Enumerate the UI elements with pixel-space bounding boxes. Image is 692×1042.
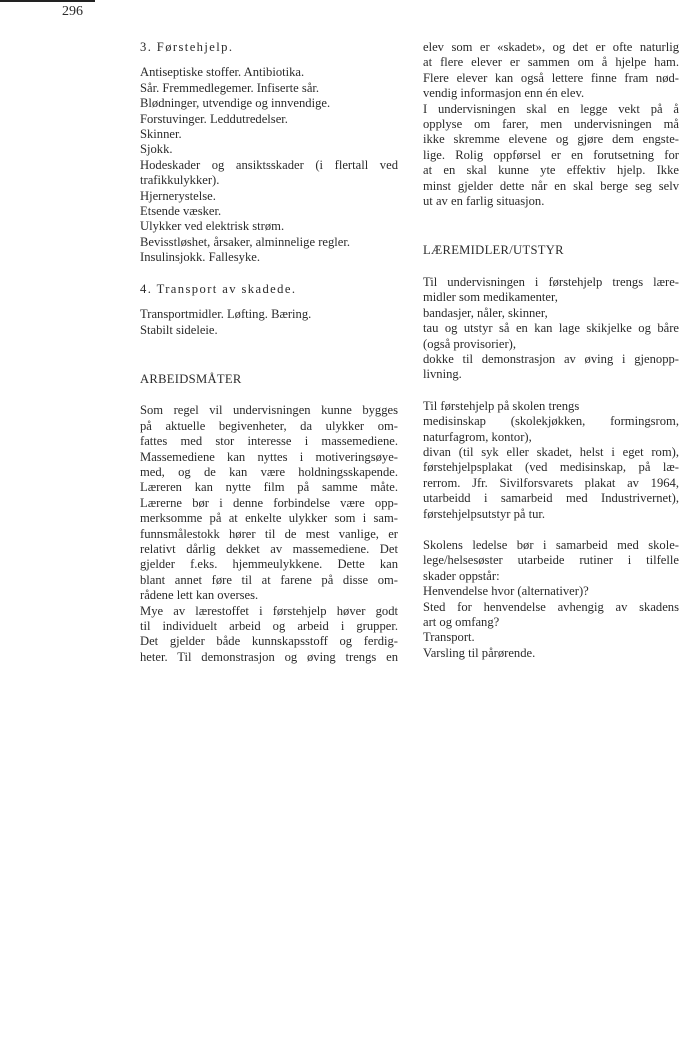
text-line: Til førstehjelp på skolen trengs xyxy=(423,398,580,413)
text-line: fattes med stor interesse i massemediene. xyxy=(140,434,398,449)
section-4-list xyxy=(140,307,398,338)
page-number: 296 xyxy=(62,4,83,19)
danger-paragraph xyxy=(423,102,679,210)
right-column xyxy=(423,40,679,661)
materials-heading: LÆREMIDLER/UTSTYR xyxy=(423,243,564,258)
text-line: Det gjelder både kunnskapsstoff og ferdig- xyxy=(140,634,398,649)
text-line: midler som medikamenter, xyxy=(423,290,558,305)
text-line: art og omfang? xyxy=(423,615,500,629)
list-item: Etsende væsker. xyxy=(140,204,222,219)
text-line: ikke skremme elevene og gjøre dem engste- xyxy=(423,132,679,147)
text-line: Sted for henvendelse avhengig av skadens xyxy=(423,599,679,614)
list-item: Hjernerystelse. xyxy=(140,188,216,203)
list-item: Insulinsjokk. Fallesyke. xyxy=(140,250,260,265)
text-line: Læreren kan nytte film på samme måte. xyxy=(140,480,398,495)
text-line: på aktuelle begivenheter, da ulykker om- xyxy=(140,418,398,433)
top-rule xyxy=(0,0,95,2)
text-line: naturfagrom, kontor), xyxy=(423,429,532,444)
list-item: Sjokk. xyxy=(140,142,173,157)
text-line: dokke til demonstrasjon av øving i gjenopp- xyxy=(423,351,679,366)
text-line: skader oppstår: xyxy=(423,568,500,583)
text-line: medisinskap (skolekjøkken, formingsrom, xyxy=(423,414,679,429)
section-3-list xyxy=(140,65,398,265)
text-line: opplyse om farer, men undervisningen må xyxy=(423,117,679,132)
text-line: til individuelt arbeid og arbeid i grupper. xyxy=(140,619,398,633)
section-3-heading: 3. Førstehjelp. xyxy=(140,40,234,54)
materials-paragraph-2 xyxy=(423,399,679,522)
text-line: Transport. xyxy=(423,630,475,645)
list-item: Transportmidler. Løfting. Bæring. xyxy=(140,307,312,322)
materials-paragraph-1 xyxy=(423,275,679,383)
text-line: tau og utstyr så en kan lage skikjelke og båre xyxy=(423,321,679,336)
text-line: Mye av lærestoffet i førstehjelp høver godt xyxy=(140,603,398,618)
text-line: heter. Til demonstrasjon og øving trengs en xyxy=(140,649,398,664)
list-item: Bevisstløshet, årsaker, alminnelige regler. xyxy=(140,234,351,249)
text-line: gjelder f.eks. hjemmeulykkene. Dette kan xyxy=(140,557,398,572)
text-line: elev som er «skadet», og det er ofte naturlig xyxy=(423,40,679,54)
text-line: Henvendelse hvor (alternativer)? xyxy=(423,584,589,599)
text-line: førstehjelpsplakat (ved medisinskap, på læ- xyxy=(423,460,679,475)
list-item: Stabilt sideleie. xyxy=(140,322,218,337)
list-item: Antiseptiske stoffer. Antibiotika. xyxy=(140,65,305,80)
text-line: utarbeidd i samarbeid med Industrivernet), xyxy=(423,491,679,506)
text-line: Massemediene kan nyttes i motiveringsøye- xyxy=(140,449,398,464)
text-line: Flere elever kan også lettere finne fram nød- xyxy=(423,70,679,85)
list-item: Ulykker ved elektrisk strøm. xyxy=(140,219,285,234)
materials-paragraph-3 xyxy=(423,538,679,661)
text-line: merksomme på at enkelte ulykker som i sam- xyxy=(140,511,398,526)
text-line: divan (til syk eller skadet, helst i eget rom), xyxy=(423,444,679,459)
text-line: I undervisningen skal en legge vekt på å xyxy=(423,101,679,116)
text-line: Til undervisningen i førstehjelp trengs lære- xyxy=(423,274,679,289)
text-line: ut av en farlig situasjon. xyxy=(423,194,545,209)
left-column xyxy=(140,40,398,665)
text-line: Som regel vil undervisningen kunne bygges xyxy=(140,403,398,418)
section-4-heading: 4. Transport av skadede. xyxy=(140,281,297,296)
text-line: Lærerne bør i denne forbindelse være opp- xyxy=(140,495,398,510)
list-item: Blødninger, utvendige og innvendige. xyxy=(140,96,331,111)
text-line: rerrom. Jfr. Sivilforsvarets plakat av 1964, xyxy=(423,475,679,490)
text-line: lege/helsesøster utarbeide rutiner i tilfelle xyxy=(423,553,679,568)
text-line: relativt dårlig dekket av massemediene. Det xyxy=(140,541,398,556)
text-line: funnsmålestokk hører til de mest vanlige, er xyxy=(140,526,398,541)
text-line: vendig informasjon enn én elev. xyxy=(423,86,585,101)
text-line: førstehjelpsutstyr på tur. xyxy=(423,506,546,521)
text-line: (også provisorier), xyxy=(423,336,517,351)
text-line: blant annet føre til at farene på disse om- xyxy=(140,572,398,587)
methods-paragraph-1 xyxy=(140,403,398,603)
methods-paragraph-2 xyxy=(140,604,398,666)
list-item: Sår. Fremmedlegemer. Infiserte sår. xyxy=(140,80,320,95)
text-line: minst gjelder dette når en skal berge seg selv xyxy=(423,178,679,193)
list-item: Forstuvinger. Leddutredelser. xyxy=(140,111,288,126)
text-line: rådene lett kan overses. xyxy=(140,588,259,603)
list-item: Skinner. xyxy=(140,127,182,142)
list-item: Hodeskader og ansiktsskader (i flertall ved xyxy=(140,157,398,172)
list-item: trafikkulykker). xyxy=(140,173,220,188)
text-line: bandasjer, nåler, skinner, xyxy=(423,305,548,320)
text-line: Skolens ledelse bør i samarbeid med skole- xyxy=(423,537,679,552)
continued-paragraph xyxy=(423,40,679,102)
text-line: at en skal kunne yte effektiv hjelp. Ikke xyxy=(423,163,679,178)
text-line: med, og de kan være holdningsskapende. xyxy=(140,464,398,479)
text-line: Varsling til pårørende. xyxy=(423,645,536,660)
text-line: lige. Rolig oppførsel er en forutsetning for xyxy=(423,147,679,162)
text-line: livning. xyxy=(423,367,462,382)
text-line: at flere elever er sammen om å hjelpe ham. xyxy=(423,55,679,70)
methods-heading: ARBEIDSMÅTER xyxy=(140,371,242,386)
